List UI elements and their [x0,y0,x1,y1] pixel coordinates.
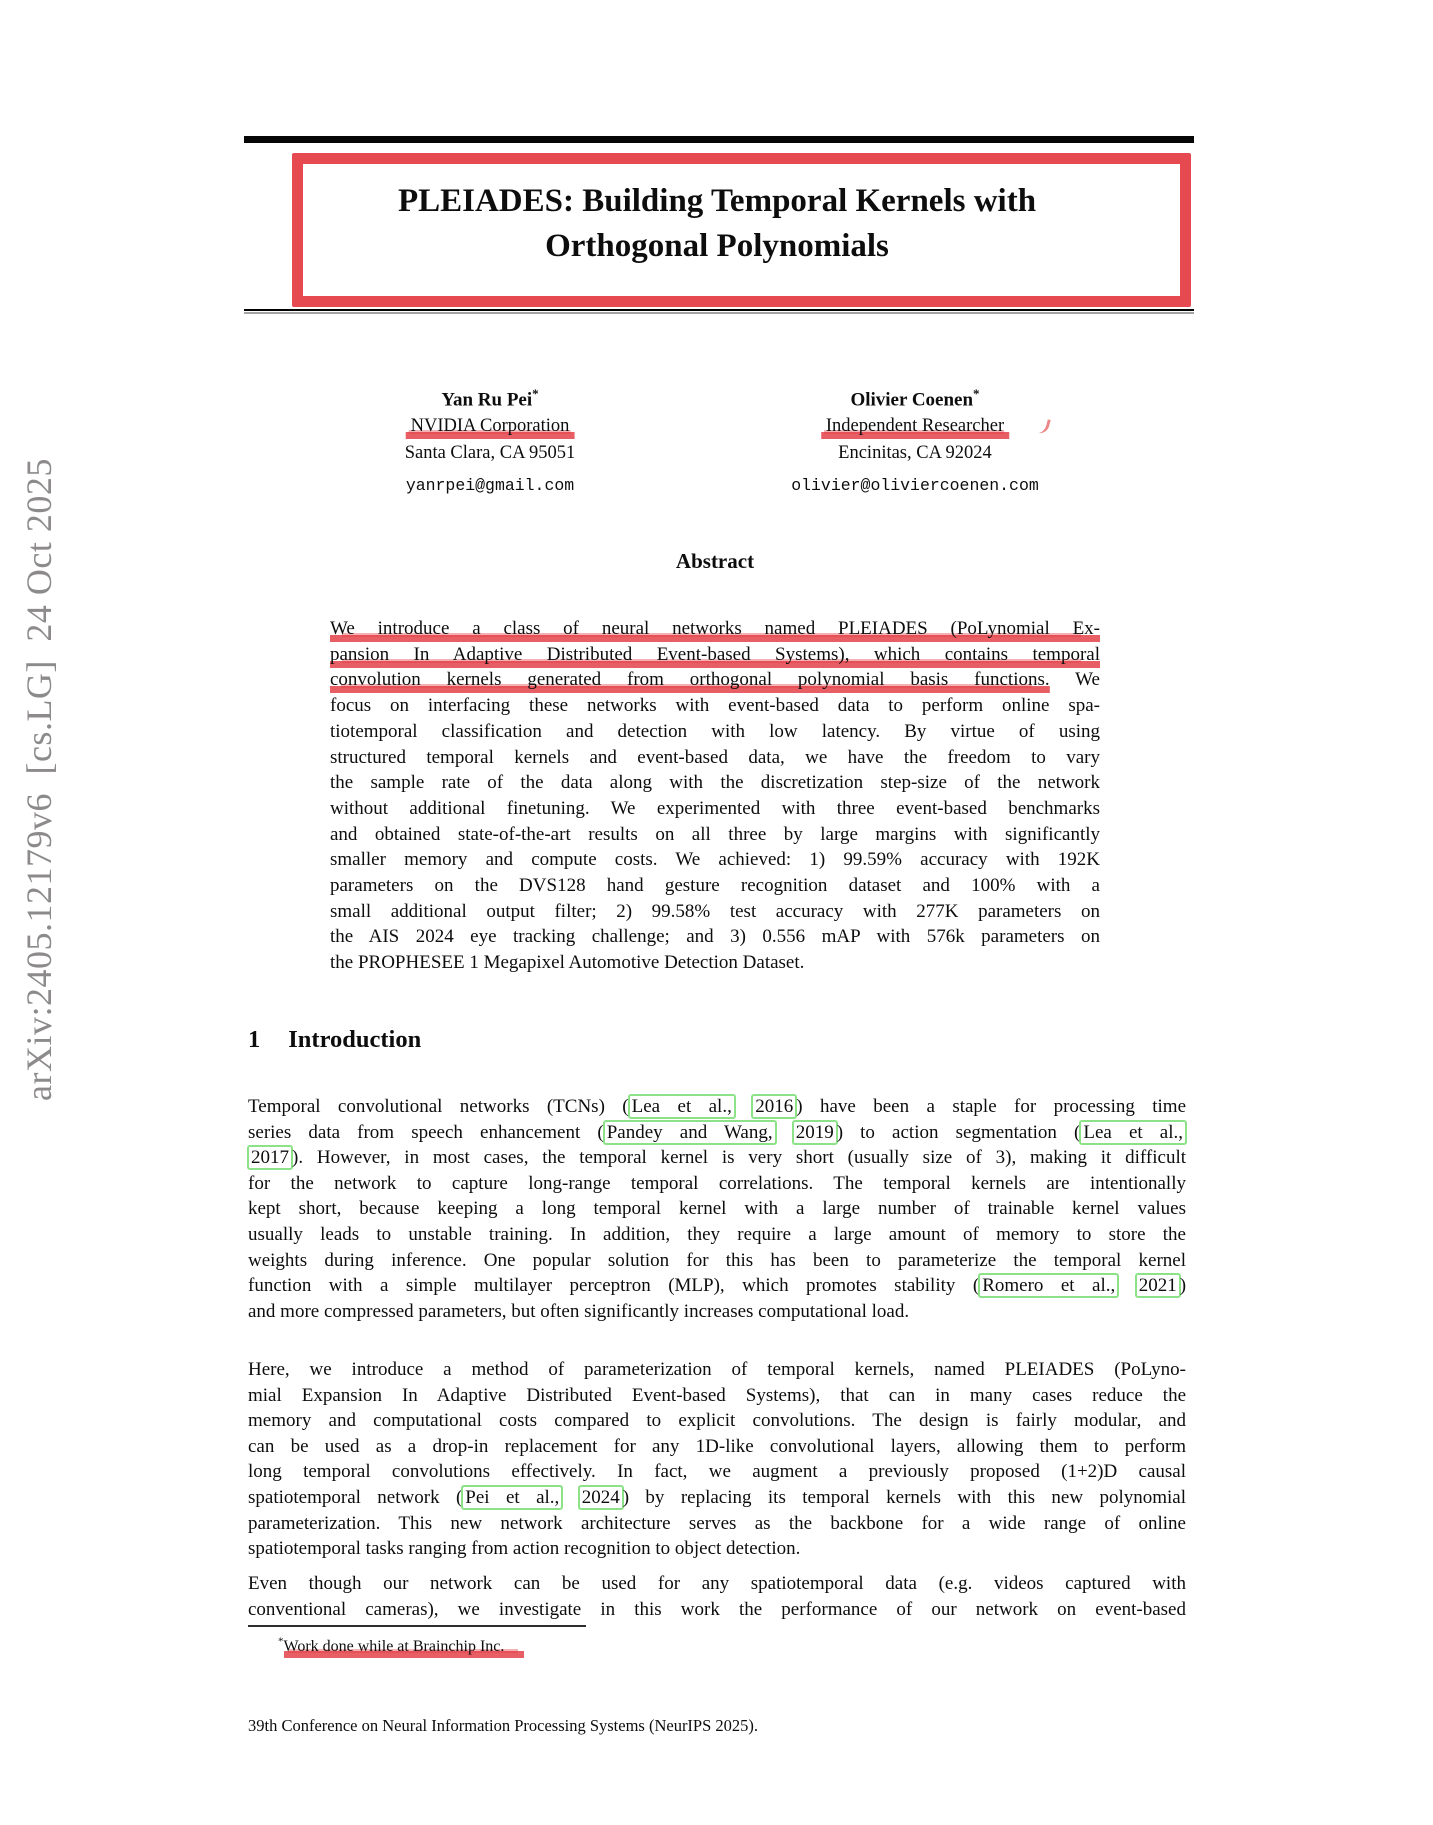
footnote-rule [248,1625,586,1627]
author-block-2 [791,380,1039,499]
text-line [330,796,1100,822]
section-title: Introduction [288,1026,422,1053]
text-line [248,1485,1186,1511]
section-1-heading [248,1026,421,1054]
text-run [776,1122,793,1143]
text-line [248,1408,1186,1434]
text-line [248,1459,1186,1485]
text-run: for the network to capture long-range temporal correlations. The temporal kernels are intentionally [248,1172,1186,1194]
author-address: Santa Clara, CA 95051 [404,443,576,464]
arxiv-watermark: arXiv:2405.12179v6 [cs.LG] 24 Oct 2025 [19,458,59,1102]
citation-link[interactable]: Lea et al., [1079,1120,1187,1145]
conference-footer: 39th Conference on Neural Information Processing Systems (NeurIPS 2025). [248,1716,759,1735]
text-line [248,1222,1186,1248]
text-run: function with a simple multilayer perceptron (MLP), which promotes stability ( [248,1275,980,1297]
text-line [330,745,1100,771]
citation-link[interactable]: 2016 [751,1094,797,1119]
text-line [330,950,1100,976]
text-run: can be used as a drop-in replacement for any 1D-like convolutional layers, allowing them to perform [248,1435,1186,1457]
citation-link[interactable]: 2017 [247,1145,293,1170]
author-footnote-marker: * [973,386,980,401]
text-line [248,1597,1186,1623]
text-line [330,719,1100,745]
text-line [248,1299,1186,1325]
text-run: structured temporal kernels and event-based data, we have the freedom to vary [330,746,1100,768]
text-run: series data from speech enhancement ( [248,1121,604,1143]
text-run: the AIS 2024 eye tracking challenge; and 3) 0.556 mAP with 576k parameters on [330,926,1100,948]
text-run: pansion In Adaptive Distributed Event-based Systems), which contains temporal [330,644,1100,668]
intro-paragraph-2 [248,1357,1186,1562]
citation-link[interactable]: 2019 [792,1120,838,1145]
footnote-text: *Work done while at Brainchip Inc. [278,1638,504,1655]
text-line [330,693,1100,719]
text-run: small additional output filter; 2) 99.58% test accuracy with 277K parameters on [330,900,1100,922]
text-run: ) [1179,1275,1187,1297]
text-run: parameterization. This new network architecture serves as the backbone for a wide range of online [248,1512,1186,1534]
author-email: olivier@oliviercoenen.com [791,476,1039,496]
citation-link[interactable]: Lea et al., [628,1094,736,1119]
text-line [330,873,1100,899]
intro-paragraph-3 [248,1571,1186,1622]
text-line [248,1434,1186,1460]
author-name: Yan Ru Pei* [441,386,539,411]
author-block-1 [405,380,576,499]
text-run: ). However, in most cases, the temporal kernel is very short (usually size of 3), making it difficult [292,1147,1186,1169]
text-line [248,1248,1186,1274]
text-run: focus on interfacing these networks with event-based data to perform online spa- [330,695,1100,717]
text-run: Temporal convolutional networks (TCNs) ( [248,1096,629,1117]
red-pen-tick-annotation [1034,417,1051,436]
abstract-heading: Abstract [675,549,755,573]
abstract-text [330,616,1100,976]
text-line [248,1383,1186,1409]
citation-link[interactable]: Romero et al., [978,1273,1119,1298]
author-name: Olivier Coenen* [850,386,980,411]
citation-link[interactable]: Pei et al., [461,1485,563,1510]
text-line [248,1196,1186,1222]
section-number: 1 [248,1026,261,1053]
text-run: smaller memory and compute costs. We achieved: 1) 99.59% accuracy with 192K [330,849,1100,871]
text-line [248,1094,1186,1120]
citation-link[interactable]: Pandey and Wang, [603,1120,777,1145]
text-run [735,1096,752,1117]
citation-link[interactable]: 2021 [1135,1273,1181,1298]
author-address: Encinitas, CA 92024 [838,443,992,464]
title-bottom-rule [244,309,1194,311]
text-line [330,770,1100,796]
text-line [330,642,1100,668]
footnote [248,1636,1008,1656]
top-rule [244,136,1194,143]
author-affiliation: Independent Researcher [791,413,1039,440]
text-run: mial Expansion In Adaptive Distributed Event-based Systems), that can in many cases reduce the [248,1384,1186,1406]
text-run: ) have been a staple for processing time [796,1096,1187,1117]
text-line [330,667,1100,693]
text-run: spatiotemporal tasks ranging from action recognition to object detection. [248,1538,801,1560]
text-run: tiotemporal classification and detection with low latency. By virtue of using [330,720,1100,742]
author-affiliation: NVIDIA Corporation [405,413,576,440]
text-line [248,1171,1186,1197]
text-run: conventional cameras), we investigate in this work the performance of our network on event-based [248,1598,1186,1620]
footnote-marker: * [278,1636,284,1648]
text-line [330,822,1100,848]
text-run: the sample rate of the data along with the discretization step-size of the network [330,772,1100,794]
text-run: kept short, because keeping a long temporal kernel with a large number of trainable kernel values [248,1198,1186,1220]
text-run: ) to action segmentation ( [836,1121,1081,1143]
text-line [248,1536,1186,1562]
text-run: Even though our network can be used for any spatiotemporal data (e.g. videos captured with [248,1573,1186,1594]
text-line [248,1571,1186,1597]
text-run: parameters on the DVS128 hand gesture recognition dataset and 100% with a [330,875,1100,897]
text-run: the PROPHESEE 1 Megapixel Automotive Detection Dataset. [330,952,805,974]
text-line [330,616,1100,642]
text-run: without additional finetuning. We experimented with three event-based benchmarks [330,797,1100,819]
text-line [248,1511,1186,1537]
text-run: spatiotemporal network ( [248,1486,463,1508]
text-line [330,847,1100,873]
text-line [248,1145,1186,1171]
paper-title-line2: Orthogonal Polynomials [545,228,889,264]
text-run: ) by replacing its temporal kernels with this new polynomial [622,1486,1187,1508]
text-run: Here, we introduce a method of parameterization of temporal kernels, named PLEIADES (PoLyno- [248,1359,1186,1380]
author-email: yanrpei@gmail.com [405,476,575,496]
intro-paragraph-1 [248,1094,1186,1324]
text-run: We [1049,669,1100,691]
text-run: convolution kernels generated from orthogonal polynomial basis functions. [330,669,1050,693]
text-run [1118,1275,1135,1296]
text-line [330,899,1100,925]
text-run: and obtained state-of-the-art results on all three by large margins with significantly [330,823,1100,845]
paper-title [248,179,1186,269]
text-run: memory and computational costs compared to explicit convolutions. The design is fairly modular, and [248,1410,1186,1432]
text-line [248,1357,1186,1383]
paper-title-line1: PLEIADES: Building Temporal Kernels with [397,183,1037,219]
text-line [248,1273,1186,1299]
text-run: weights during inference. One popular solution for this has been to parameterize the temporal kernel [248,1249,1186,1271]
text-run: long temporal convolutions effectively. In fact, we augment a previously proposed (1+2)D causal [248,1461,1186,1483]
text-run: and more compressed parameters, but often significantly increases computational load. [248,1300,910,1322]
author-footnote-marker: * [532,386,539,401]
text-line [330,924,1100,950]
text-run: We introduce a class of neural networks named PLEIADES (PoLynomial Ex- [330,618,1100,642]
text-run: usually leads to unstable training. In addition, they require a large amount of memory to store the [248,1223,1186,1245]
citation-link[interactable]: 2024 [578,1485,624,1510]
text-line [248,1120,1186,1146]
text-run [562,1487,578,1508]
